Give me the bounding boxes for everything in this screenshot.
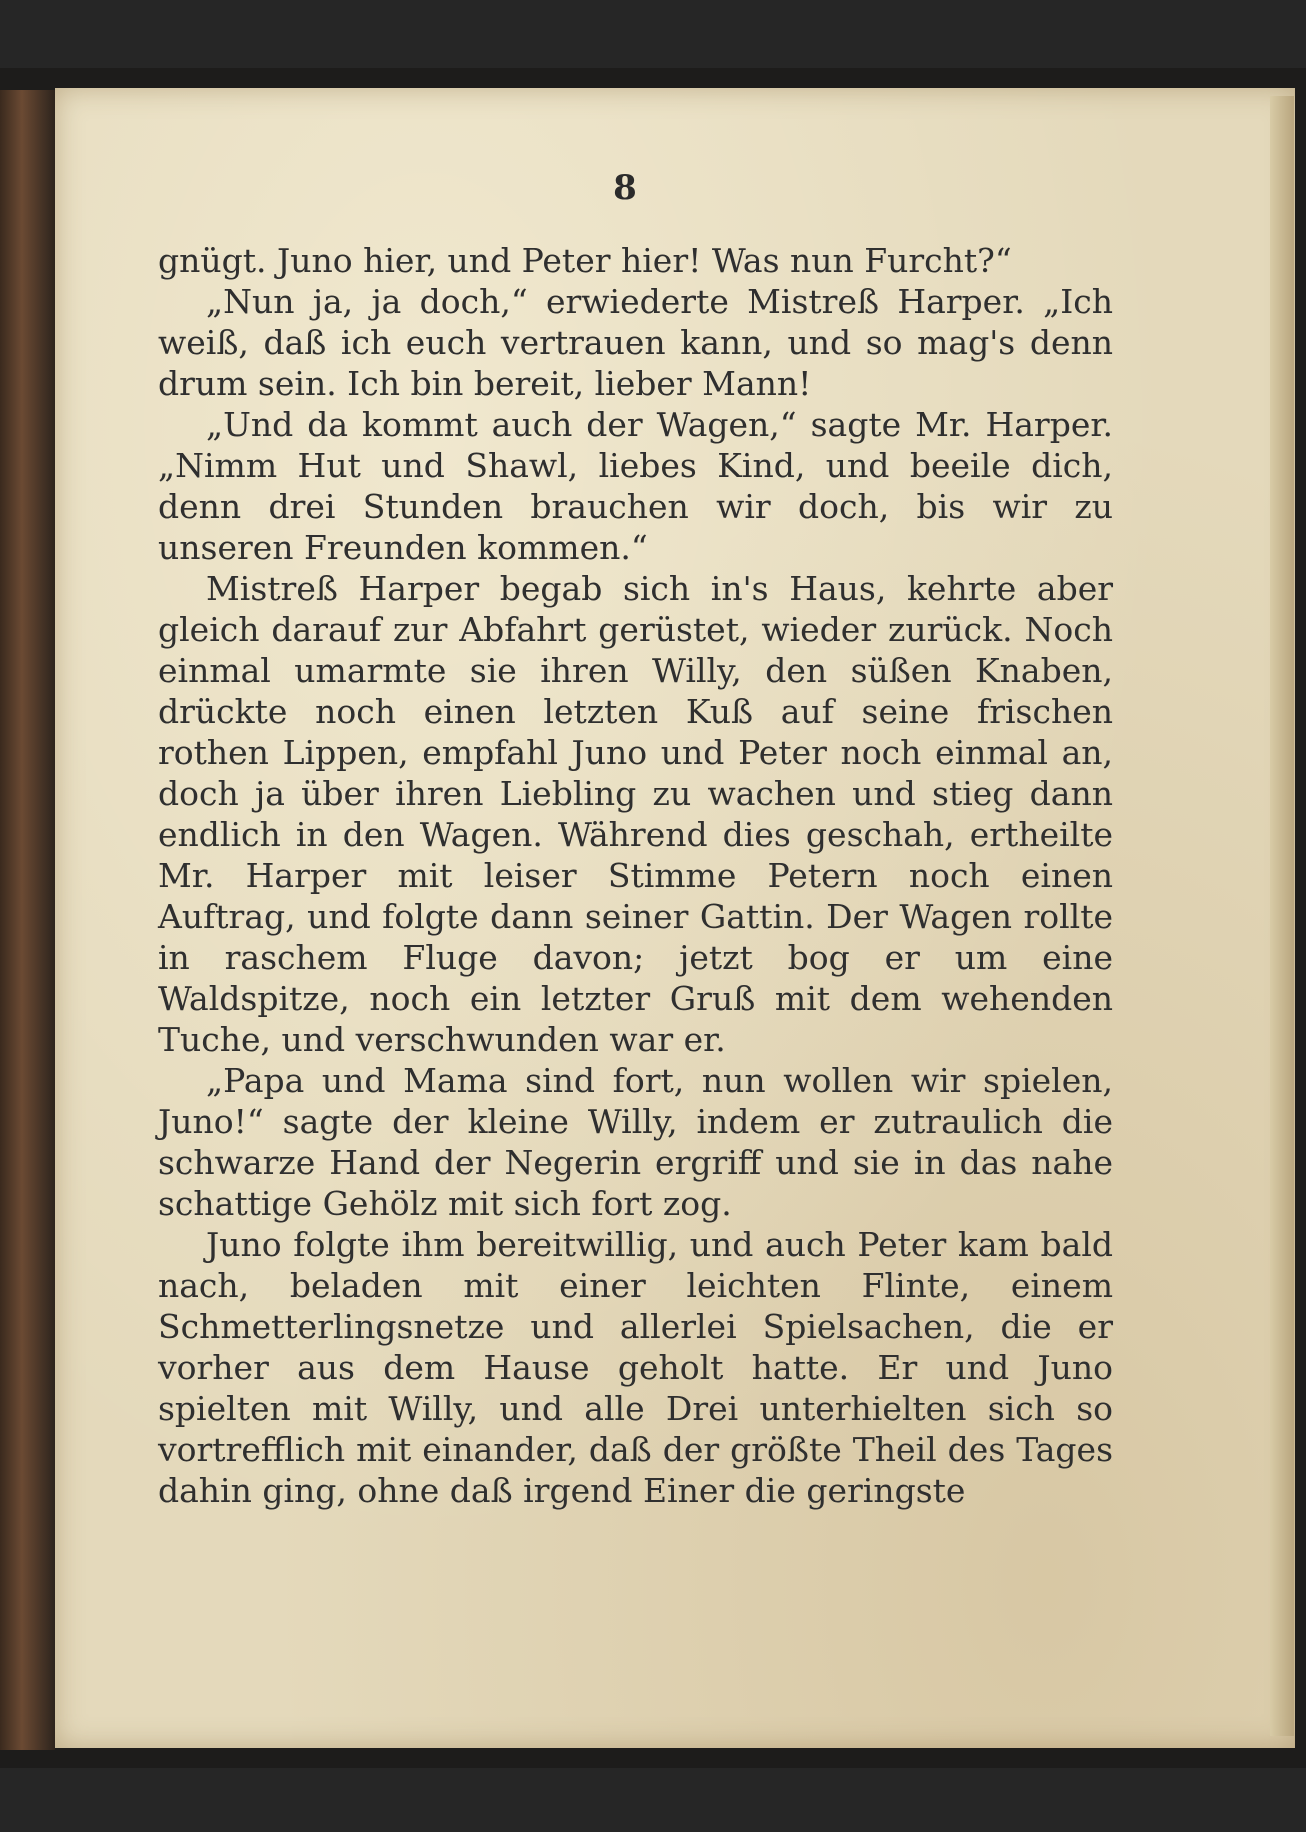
page-edges: [1270, 96, 1294, 1736]
book-binding: [0, 90, 55, 1750]
paragraph-6: Juno folgte ihm bereitwillig, und auch Peter kam bald nach, beladen mit einer leichten Flinte, einem Schmetterlingsnetze und allerlei Spielsachen, die er vorher aus dem Hause geholt hatte. Er und Juno spielten mit Willy, und alle Drei unterhielten sich so vortrefflich mit einander, daß der größte Theil des Tages dahin ging, ohne daß irgend Einer die geringste: [158, 1225, 1113, 1510]
paragraph-4: Mistreß Harper begab sich in's Haus, kehrte aber gleich darauf zur Abfahrt gerüstet, wieder zurück. Noch einmal umarmte sie ihren Willy, den süßen Knaben, drückte noch einen letzten Kuß auf seine frischen rothen Lippen, empfahl Juno und Peter noch einmal an, doch ja über ihren Liebling zu wachen und stieg dann endlich in den Wagen. Während dies geschah, ertheilte Mr. Harper mit leiser Stimme Petern noch einen Auftrag, und folgte dann seiner Gattin. Der Wagen rollte in raschem Fluge davon; jetzt bog er um eine Waldspitze, noch ein letzter Gruß mit dem wehenden Tuche, und verschwunden war er.: [158, 569, 1113, 1059]
page-text: [158, 240, 1113, 1511]
paragraph-3: „Und da kommt auch der Wagen,“ sagte Mr. Harper. „Nimm Hut und Shawl, liebes Kind, und beeile dich, denn drei Stunden brauchen wir doch, bis wir zu unseren Freunden kommen.“: [158, 405, 1113, 567]
paragraph-5: „Papa und Mama sind fort, nun wollen wir spielen, Juno!“ sagte der kleine Willy, indem er zutraulich die schwarze Hand der Negerin ergriff und sie in das nahe schattige Gehölz mit sich fort zog.: [158, 1061, 1113, 1223]
paragraph-2: „Nun ja, ja doch,“ erwiederte Mistreß Harper. „Ich weiß, daß ich euch vertrauen kann, und so mag's denn drum sein. Ich bin bereit, lieber Mann!: [158, 282, 1113, 403]
page-number: 8: [613, 168, 637, 208]
paragraph-1: gnügt. Juno hier, und Peter hier! Was nun Furcht?“: [158, 241, 1012, 280]
